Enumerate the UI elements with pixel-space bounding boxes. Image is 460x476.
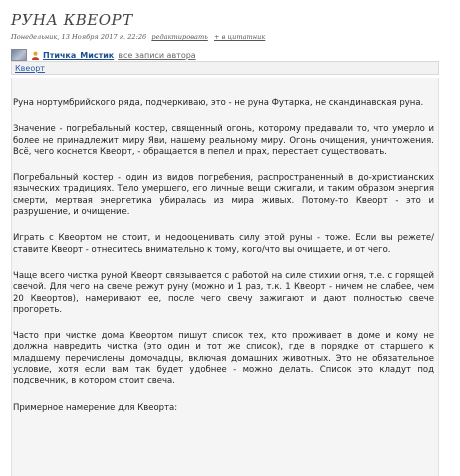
intent-subheading: Примерное намерение для Квеорта: (13, 402, 178, 413)
edit-link[interactable]: редактировать (151, 33, 208, 41)
paragraph-1: Руна нортумбрийского ряда, подчеркиваю, это - не руна Футарка, не скандинавская руна. (13, 98, 424, 108)
post-body (11, 78, 439, 476)
paragraph-5: Чаще всего чистка руной Квеорт связывается с работой на силе стихии огня, т.е. с горящей свечой. Для чего на свече режут руну (можно и 1 раз, т.к. 1 Квеорт - ничем не слабее, чем 20 Квеортов), намеривают ее, после чего свечу зажигают и дают полностью свече прогореть. (13, 270, 434, 315)
post-meta (11, 33, 265, 41)
user-icon (31, 51, 40, 60)
add-to-quotes-link[interactable]: + в цитатник (213, 33, 266, 41)
paragraph-3: Погребальный костер - один из видов погребения, распространенный в до-христианских языческих традициях. Тело умершего, его личные вещи сжигали, и таким образом энергия смерти, мертвая энергетика убиралась из мира живых. Потому-то Квеорт - это и разрушение, и очищение. (13, 173, 434, 218)
author-name-link[interactable]: Птичка_Мистик (43, 50, 115, 60)
paragraph-2: Значение - погребальный костер, священный огонь, которому предавали то, что умерло и более не принадлежит миру Яви, нашему реальному миру. Огонь очищения, уничтожения. Всё, чего коснется Квеорт, - обращается в пепел и прах, перестает существовать. (13, 124, 434, 157)
all-author-posts-link[interactable]: все записи автора (118, 50, 196, 60)
avatar[interactable] (11, 49, 27, 61)
tag-link[interactable]: Квеорт (15, 64, 45, 73)
tag-bar (11, 61, 439, 75)
paragraph-6: Часто при чистке дома Квеортом пишут список тех, кто проживает в доме и кому не должна навредить чистка (это один и тот же список), где в порядке от старшего к младшему перечислены домочадцы, включая домашних животных. Это не обязательное условие, хотя если вам так будет удобнее - можно делать. Список это кладут под подсвечник, в котором стоит свеча. (13, 331, 434, 387)
post-date: Понедельник, 13 Ноября 2017 г. 22:26 (11, 33, 147, 41)
post-title: РУНА КВЕОРТ (11, 11, 133, 29)
author-line (11, 49, 196, 61)
paragraph-4: Играть с Квеортом не стоит, и недооценивать силу этой руны - тоже. Если вы режете/ставите Квеорт - отнеситесь внимательно к тому, кого/что вы очищаете, и от чего. (13, 233, 434, 255)
